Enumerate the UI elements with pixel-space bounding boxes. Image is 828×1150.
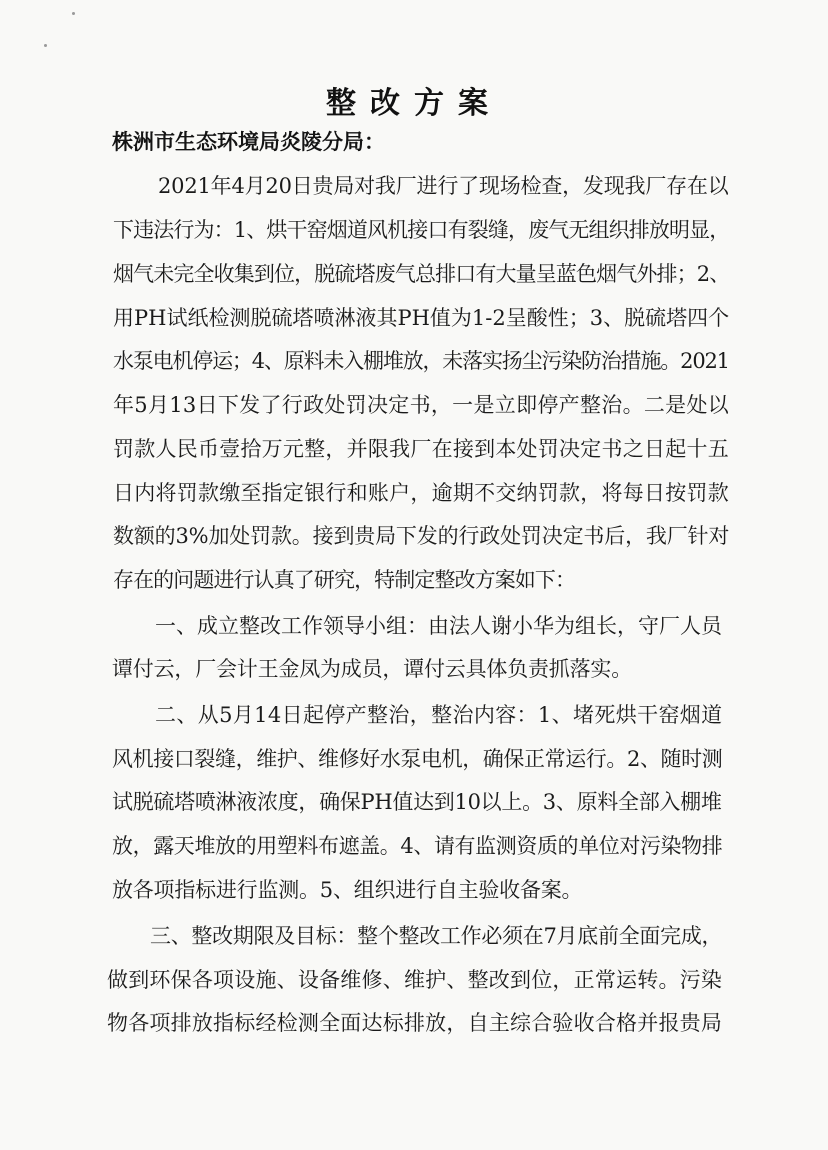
text-line: 放，露天堆放的用塑料布遮盖。4、请有监测资质的单位对污染物排 <box>112 834 723 858</box>
text-line: 年5月13日下发了行政处罚决定书，一是立即停产整治。二是处以 <box>113 393 730 417</box>
text-line: 烟气未完全收集到位，脱硫塔废气总排口有大量呈蓝色烟气外排；2、 <box>113 262 730 286</box>
text-line: 试脱硫塔喷淋液浓度，确保PH值达到10以上。3、原料全部入棚堆 <box>112 790 722 814</box>
text-line: 下违法行为：1、烘干窑烟道风机接口有裂缝，废气无组织排放明显， <box>113 218 730 242</box>
text-line: 水泵电机停运；4、原料未入棚堆放，未落实扬尘污染防治措施。2021 <box>113 349 729 373</box>
text-line: 日内将罚款缴至指定银行和账户，逾期不交纳罚款，将每日按罚款 <box>113 481 729 505</box>
text-line: 物各项排放指标经检测全面达标排放，自主综合验收合格并报贵局 <box>107 1011 723 1035</box>
text-line: 谭付云，厂会计王金凤为成员，谭付云具体负责抓落实。 <box>112 657 632 681</box>
text-line: 放各项指标进行监测。5、组织进行自主验收备案。 <box>112 878 583 902</box>
text-line: 罚款人民币壹拾万元整，并限我厂在接到本处罚决定书之日起十五 <box>113 437 729 461</box>
text-line: 二、从5月14日起停产整治，整治内容：1、堵死烘干窑烟道 <box>155 703 723 727</box>
text-line: 2021年4月20日贵局对我厂进行了现场检查，发现我厂存在以 <box>158 174 729 198</box>
text-line: 做到环保各项设施、设备维修、维护、整改到位，正常运转。污染 <box>107 968 723 992</box>
text-line: 一、成立整改工作领导小组：由法人谢小华为组长，守厂人员 <box>155 614 722 638</box>
text-line: 风机接口裂缝，维护、维修好水泵电机，确保正常运行。2、随时测 <box>112 747 723 771</box>
salutation: 株洲市生态环境局炎陵分局： <box>112 130 385 154</box>
scan-speck <box>44 44 47 47</box>
text-line: 数额的3%加处罚款。接到贵局下发的行政处罚决定书后，我厂针对 <box>113 524 730 548</box>
text-line: 三、整改期限及目标：整个整改工作必须在7月底前全面完成， <box>150 924 723 948</box>
text-line: 存在的问题进行认真了研究，特制定整改方案如下： <box>113 568 576 592</box>
text-line: 用PH试纸检测脱硫塔喷淋液其PH值为1-2呈酸性；3、脱硫塔四个 <box>113 306 730 330</box>
scan-speck <box>72 12 75 15</box>
document-title: 整改方案 <box>326 86 502 121</box>
